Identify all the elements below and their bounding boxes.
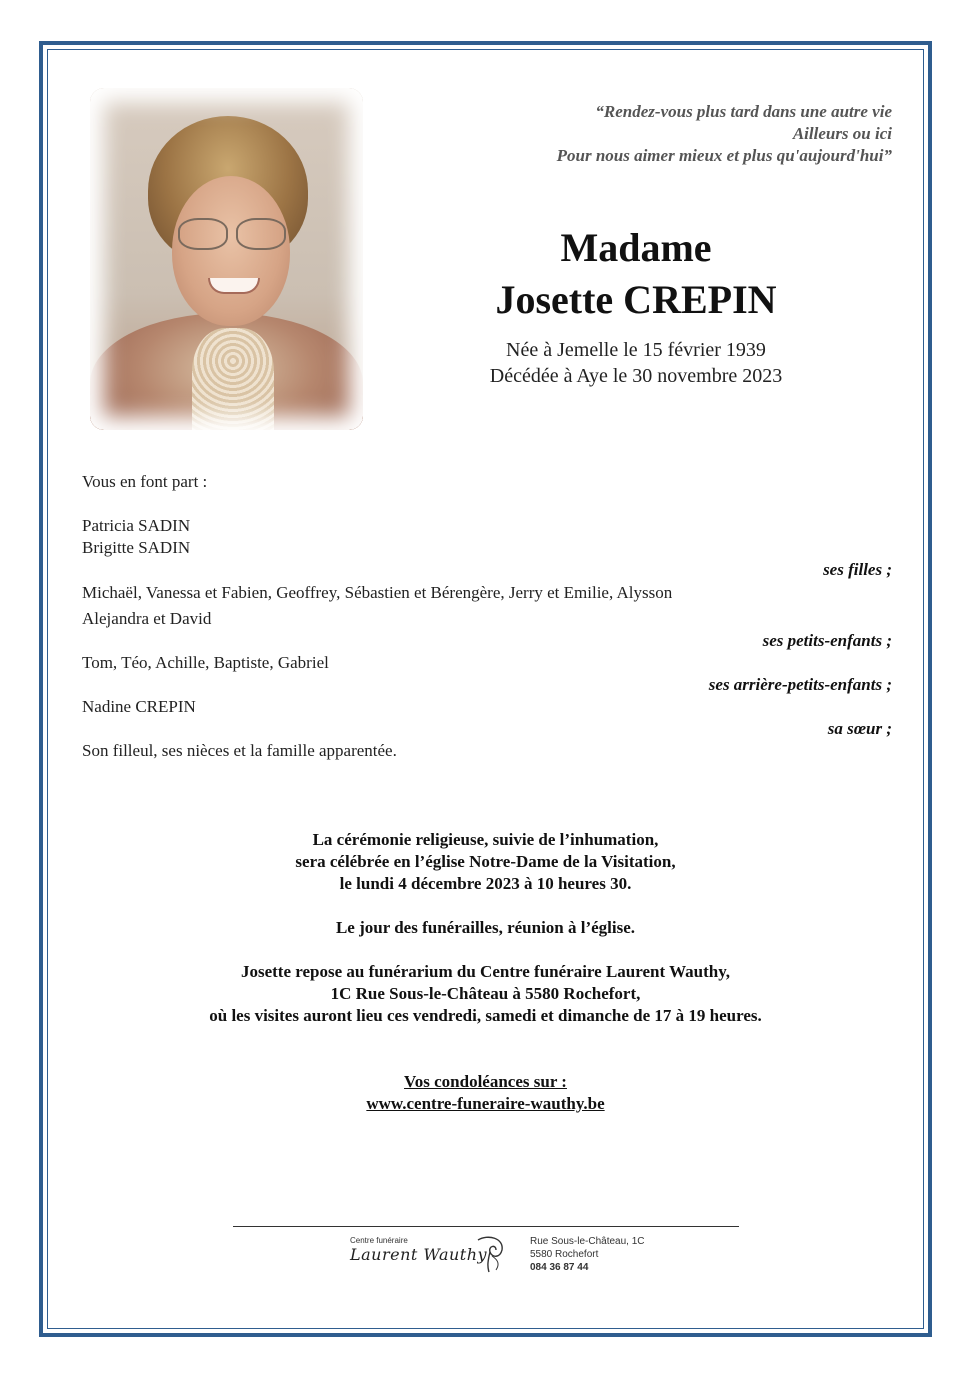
life-dates <box>436 337 836 389</box>
visits-info <box>120 961 851 1027</box>
daughter-name: Patricia SADIN <box>82 516 191 535</box>
daughters-role: ses filles ; <box>823 560 892 579</box>
meeting-info: Le jour des funérailles, réunion à l’église. <box>335 918 636 937</box>
funeral-home-logo <box>350 1236 490 1276</box>
footer-divider <box>233 1226 739 1227</box>
daughter-name: Brigitte SADIN <box>82 538 191 557</box>
quote-line: “Rendez-vous plus tard dans une autre vie <box>595 102 892 121</box>
address-line: Rue Sous-le-Château, 1C <box>530 1236 645 1247</box>
grandchildren-names: Michaël, Vanessa et Fabien, Geoffrey, Sébastien et Bérengère, Jerry et Emilie, Alysson <box>82 583 673 602</box>
address-line: 5580 Rochefort <box>530 1249 599 1260</box>
ceremony-line: sera célébrée en l’église Notre-Dame de la Visitation, <box>295 852 676 871</box>
condolences <box>120 1071 851 1115</box>
deceased-title: Madame <box>560 225 712 270</box>
deceased-heading <box>436 222 836 326</box>
visits-line: 1C Rue Sous-le-Château à 5580 Rochefort, <box>330 984 641 1003</box>
calla-lily-icon <box>470 1232 510 1274</box>
sister-name: Nadine CREPIN <box>82 697 196 716</box>
footer-address <box>530 1235 645 1274</box>
birth-info: Née à Jemelle le 15 février 1939 <box>506 339 766 361</box>
quote <box>452 101 892 167</box>
visits-line: Josette repose au funérarium du Centre funéraire Laurent Wauthy, <box>240 962 731 981</box>
great-grandchildren-role: ses arrière-petits-enfants ; <box>708 675 892 694</box>
visits-line: où les visites auront lieu ces vendredi, samedi et dimanche de 17 à 19 heures. <box>209 1006 762 1025</box>
sister-role: sa sœur ; <box>827 719 892 738</box>
logo-script: Laurent Wauthy <box>350 1245 488 1264</box>
grandchildren-role: ses petits-enfants ; <box>762 631 892 650</box>
extended-family: Son filleul, ses nièces et la famille apparentée. <box>82 741 397 760</box>
grandchildren-names: Alejandra et David <box>82 609 212 628</box>
great-grandchildren-names: Tom, Téo, Achille, Baptiste, Gabriel <box>82 653 329 672</box>
ceremony-info <box>120 829 851 895</box>
phone-number: 084 36 87 44 <box>530 1262 589 1273</box>
quote-line: Pour nous aimer mieux et plus qu'aujourd'hui” <box>556 146 892 165</box>
announcement-intro: Vous en font part : <box>82 472 208 491</box>
death-info: Décédée à Aye le 30 novembre 2023 <box>489 365 783 387</box>
condolences-link[interactable]: www.centre-funeraire-wauthy.be <box>366 1094 605 1113</box>
ceremony-line: La cérémonie religieuse, suivie de l’inhumation, <box>312 830 659 849</box>
portrait-photo <box>90 88 363 430</box>
quote-line: Ailleurs ou ici <box>792 124 892 143</box>
deceased-name: Josette CREPIN <box>495 277 777 322</box>
condolences-label: Vos condoléances sur : <box>404 1072 567 1091</box>
logo-caption: Centre funéraire <box>350 1236 408 1245</box>
ceremony-line: le lundi 4 décembre 2023 à 10 heures 30. <box>339 874 632 893</box>
